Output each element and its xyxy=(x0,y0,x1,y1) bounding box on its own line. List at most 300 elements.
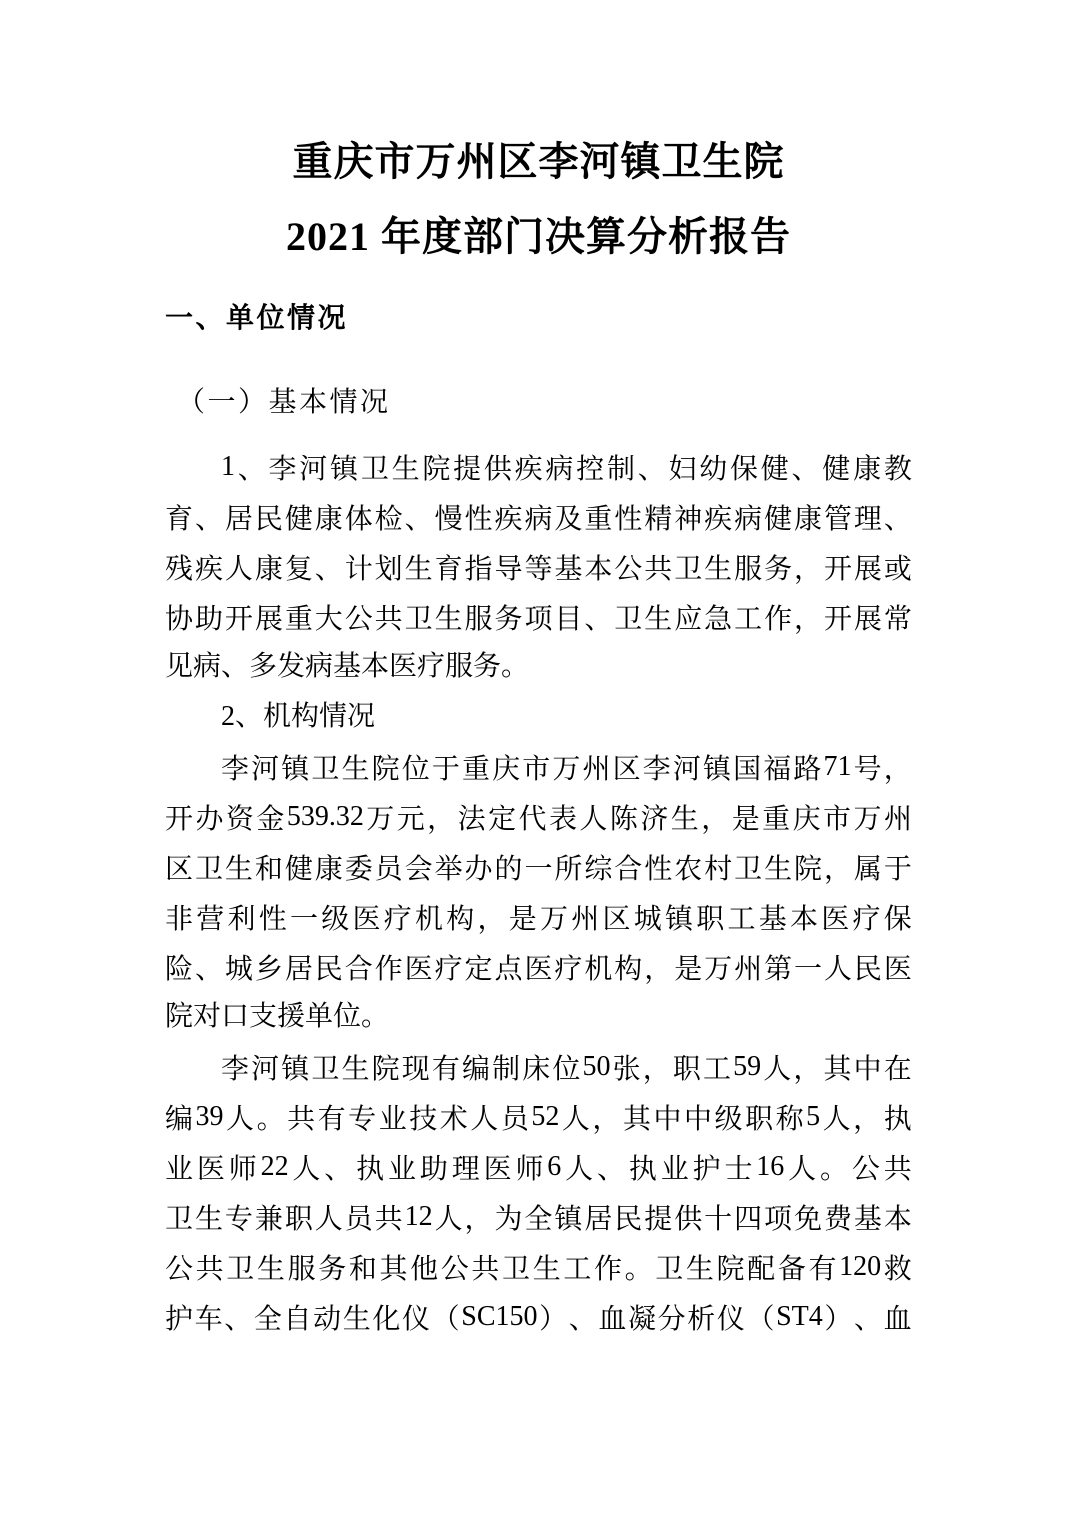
text-token: 会 xyxy=(404,854,433,885)
text-token: 院 xyxy=(371,754,400,785)
text-token: 金 xyxy=(256,804,285,835)
text-token: 人 xyxy=(763,1054,792,1085)
text-token: 利 xyxy=(227,904,256,935)
text-token: 合 xyxy=(344,954,373,985)
text-token: 城 xyxy=(633,904,662,935)
text-token: 理 xyxy=(451,1154,480,1185)
text-token: 康 xyxy=(254,554,283,585)
text-token: 李 xyxy=(221,1054,250,1085)
text-token: ， xyxy=(464,1204,493,1235)
paragraph-line xyxy=(165,742,912,792)
text-token: 康 xyxy=(314,854,343,885)
text-token: 国 xyxy=(733,754,762,785)
text-token: ， xyxy=(477,904,506,935)
text-token: 点 xyxy=(494,954,523,985)
text-token: 健 xyxy=(822,454,851,485)
text-token: 全 xyxy=(253,1304,282,1335)
text-token: 农 xyxy=(674,854,703,885)
text-token: 属 xyxy=(853,854,882,885)
text-token: 医 xyxy=(483,1154,512,1185)
paragraph-line xyxy=(165,592,912,642)
text-token: 业 xyxy=(660,1154,689,1185)
text-token: 术 xyxy=(439,1104,468,1135)
text-token: 居 xyxy=(284,954,313,985)
text-token: 人 xyxy=(226,1104,255,1135)
text-token: 22 xyxy=(260,1151,289,1182)
text-token: 生 xyxy=(434,604,463,635)
text-token: 16 xyxy=(756,1151,785,1182)
text-token: 生 xyxy=(391,454,420,485)
text-token: 人 xyxy=(579,804,608,835)
text-token: 级 xyxy=(321,904,350,935)
text-token: 民 xyxy=(853,954,882,985)
text-token: 务 xyxy=(494,604,523,635)
text-token: 健 xyxy=(284,854,313,885)
text-token: 、 xyxy=(883,504,912,535)
text-token: 精 xyxy=(644,504,673,535)
text-token: 12 xyxy=(404,1201,433,1232)
subsection-heading-basic-info xyxy=(165,378,912,428)
text-token: 人 xyxy=(823,954,852,985)
text-token: 120 xyxy=(839,1251,882,1282)
text-token: 公 xyxy=(165,1254,194,1285)
text-token: 控 xyxy=(576,454,605,485)
text-token: 中 xyxy=(684,1104,713,1135)
text-token: 展 xyxy=(853,554,882,585)
paragraph-line xyxy=(165,1292,912,1342)
text-token: 民 xyxy=(314,954,343,985)
text-token: 血 xyxy=(883,1304,912,1335)
text-token: 大 xyxy=(314,604,343,635)
text-token: 共 xyxy=(471,1254,500,1285)
text-token: 基 xyxy=(554,554,583,585)
text-token: 共 xyxy=(287,1104,316,1135)
text-token: 李 xyxy=(268,454,297,485)
text-token: 共 xyxy=(195,1254,224,1285)
text-token: 所 xyxy=(554,854,583,885)
text-token: 李 xyxy=(642,754,671,785)
text-token: 慢 xyxy=(434,504,463,535)
text-token: 生 xyxy=(342,1304,371,1335)
text-token: 陈 xyxy=(609,804,638,835)
text-token: 医 xyxy=(352,904,381,935)
text-token: ， xyxy=(427,804,456,835)
text-token: 卫 xyxy=(311,754,340,785)
text-token: 教 xyxy=(883,454,912,485)
text-token: 生 xyxy=(685,1254,714,1285)
text-token: 构 xyxy=(614,954,643,985)
text-token: 提 xyxy=(453,454,482,485)
text-token: 提 xyxy=(644,1204,673,1235)
text-token: （ xyxy=(431,1304,460,1335)
text-token: 务 xyxy=(764,554,793,585)
text-token: 市 xyxy=(823,804,852,835)
text-token: 医 xyxy=(821,904,850,935)
text-token: 构 xyxy=(446,904,475,935)
text-token: 表 xyxy=(548,804,577,835)
paragraph-line xyxy=(165,942,912,992)
text-token: 生 xyxy=(644,604,673,635)
text-token: SC150 xyxy=(461,1301,538,1332)
text-token: 万 xyxy=(853,804,882,835)
paragraph-line xyxy=(165,892,912,942)
text-token: 卫 xyxy=(311,1054,340,1085)
text-token: 医 xyxy=(883,954,912,985)
text-token: ） xyxy=(824,1304,853,1335)
text-token: ， xyxy=(823,854,852,885)
paragraph-line: 2、机构情况 xyxy=(221,701,376,732)
text-token: 项 xyxy=(524,604,553,635)
text-token: 展 xyxy=(853,604,882,635)
text-token: 险 xyxy=(165,954,194,985)
text-token: 为 xyxy=(494,1204,523,1235)
text-token: 于 xyxy=(883,854,912,885)
text-token: 卫 xyxy=(674,554,703,585)
text-token: 卫 xyxy=(404,604,433,635)
text-token: ， xyxy=(794,554,823,585)
text-token: 合 xyxy=(614,854,643,885)
text-token: 体 xyxy=(344,504,373,535)
paragraph-line xyxy=(165,1092,912,1142)
text-token: 市 xyxy=(522,754,551,785)
text-token: 疾 xyxy=(494,504,523,535)
text-token: 幼 xyxy=(699,454,728,485)
text-token: 办 xyxy=(464,854,493,885)
text-token: 在 xyxy=(883,1054,912,1085)
text-token: 执 xyxy=(628,1154,657,1185)
text-token: 性 xyxy=(258,904,287,935)
text-token: 医 xyxy=(404,954,433,985)
text-token: 服 xyxy=(287,1254,316,1285)
text-token: 疗 xyxy=(434,954,463,985)
text-token: 称 xyxy=(775,1104,804,1135)
text-token: 自 xyxy=(283,1304,312,1335)
text-token: ， xyxy=(794,604,823,635)
text-token: 健 xyxy=(764,504,793,535)
text-token: 镇 xyxy=(665,904,694,935)
text-token: 人 xyxy=(314,1204,343,1235)
text-token: 生 xyxy=(532,1254,561,1285)
text-token: 兼 xyxy=(254,1204,283,1235)
text-token: 制 xyxy=(606,454,635,485)
text-token: 工 xyxy=(563,1254,592,1285)
text-token: 定 xyxy=(464,954,493,985)
text-token: 生 xyxy=(404,554,433,585)
text-token: 河 xyxy=(251,754,280,785)
text-token: 是 xyxy=(674,954,703,985)
text-token: 庆 xyxy=(792,804,821,835)
text-token: 镇 xyxy=(281,1054,310,1085)
text-token: 卫 xyxy=(614,604,643,635)
text-token: 539.32 xyxy=(286,801,364,832)
text-token: 居 xyxy=(224,504,253,535)
text-token: 作 xyxy=(593,1254,622,1285)
text-token: 生 xyxy=(341,1054,370,1085)
text-token: 综 xyxy=(584,854,613,885)
text-token: 、 xyxy=(584,604,613,635)
text-token: 人 xyxy=(561,1104,590,1135)
text-token: 。 xyxy=(820,1154,849,1185)
text-token: 其 xyxy=(823,1054,852,1085)
text-token: 师 xyxy=(515,1154,544,1185)
text-token: 疗 xyxy=(554,954,583,985)
text-token: 民 xyxy=(254,504,283,535)
text-token: 员 xyxy=(374,854,403,885)
text-token: 性 xyxy=(644,854,673,885)
text-token: 非 xyxy=(165,904,194,935)
text-token: 路 xyxy=(793,754,822,785)
section-heading-unit-info xyxy=(165,293,912,343)
text-token: 福 xyxy=(763,754,792,785)
text-token: 检 xyxy=(374,504,403,535)
text-token: 举 xyxy=(434,854,463,885)
text-token: 生 xyxy=(341,754,370,785)
text-token: 重 xyxy=(584,504,613,535)
text-token: 病 xyxy=(545,454,574,485)
text-token: 、 xyxy=(404,504,433,535)
text-token: 常 xyxy=(883,604,912,635)
text-token: 执 xyxy=(356,1154,385,1185)
text-token: 中 xyxy=(853,1054,882,1085)
text-token: 四 xyxy=(734,1204,763,1235)
text-token: 区 xyxy=(165,854,194,885)
text-token: 52 xyxy=(531,1101,560,1132)
text-token: 、 xyxy=(194,954,223,985)
text-token: 人 xyxy=(434,1204,463,1235)
text-token: 展 xyxy=(254,604,283,635)
text-token: 元 xyxy=(396,804,425,835)
text-token: 病 xyxy=(524,504,553,535)
text-token: 助 xyxy=(194,604,223,635)
text-token: 疗 xyxy=(383,904,412,935)
text-token: 残 xyxy=(165,554,194,585)
text-token: 理 xyxy=(853,504,882,535)
paragraph-line xyxy=(165,1192,912,1242)
text-token: ， xyxy=(701,804,730,835)
text-token: 技 xyxy=(409,1104,438,1135)
document-title-line-1: 重庆市万州区李河镇卫生院 xyxy=(292,139,785,184)
text-token: 计 xyxy=(344,554,373,585)
text-token: 其 xyxy=(379,1254,408,1285)
text-token: 育 xyxy=(165,504,194,535)
text-token: 疾 xyxy=(194,554,223,585)
text-token: 生 xyxy=(670,804,699,835)
text-token: 疗 xyxy=(852,904,881,935)
text-token: 业 xyxy=(378,1104,407,1135)
text-token: 的 xyxy=(494,854,523,885)
text-token: 费 xyxy=(823,1204,852,1235)
paragraph-org-heading xyxy=(165,692,912,742)
text-token: 导 xyxy=(494,554,523,585)
text-token: 全 xyxy=(524,1204,553,1235)
text-token: 机 xyxy=(415,904,444,935)
text-token: 位 xyxy=(401,754,430,785)
heading-line: 一、单位情况 xyxy=(165,302,349,333)
text-token: 供 xyxy=(674,1204,703,1235)
text-token: 配 xyxy=(747,1254,776,1285)
text-token: 本 xyxy=(883,1204,912,1235)
text-token: 人 xyxy=(788,1154,817,1185)
text-token: 办 xyxy=(195,804,224,835)
text-token: 公 xyxy=(440,1254,469,1285)
text-token: 或 xyxy=(883,554,912,585)
text-token: 及 xyxy=(554,504,583,535)
text-token: 执 xyxy=(883,1104,912,1135)
text-token: 共 xyxy=(644,554,673,585)
text-token: 院 xyxy=(371,1054,400,1085)
text-token: 人 xyxy=(565,1154,594,1185)
text-token: 镇 xyxy=(330,454,359,485)
text-token: 性 xyxy=(614,504,643,535)
text-token: 供 xyxy=(483,454,512,485)
text-token: 基 xyxy=(758,904,787,935)
text-token: 卫 xyxy=(194,854,223,885)
text-token: 于 xyxy=(431,754,460,785)
text-token: 保 xyxy=(883,904,912,935)
text-token: ） xyxy=(539,1304,568,1335)
text-token: 卫 xyxy=(360,454,389,485)
text-token: 育 xyxy=(434,554,463,585)
text-token: 康 xyxy=(794,504,823,535)
text-token: 病 xyxy=(734,504,763,535)
text-token: 开 xyxy=(823,554,852,585)
text-token: 重 xyxy=(762,804,791,835)
text-token: 一 xyxy=(524,854,553,885)
text-token: 村 xyxy=(704,854,733,885)
text-token: 士 xyxy=(724,1154,753,1185)
paragraph-line xyxy=(165,1042,912,1092)
text-token: 张 xyxy=(612,1054,641,1085)
text-token: 、 xyxy=(314,554,343,585)
text-token: 李 xyxy=(221,754,250,785)
text-token: ， xyxy=(644,954,673,985)
paragraph-line xyxy=(165,442,912,492)
text-token: 析 xyxy=(687,1304,716,1335)
text-token: 仪 xyxy=(402,1304,431,1335)
text-token: 卫 xyxy=(655,1254,684,1285)
text-token: 公 xyxy=(344,604,373,635)
text-token: 救 xyxy=(883,1254,912,1285)
text-token: 仪 xyxy=(716,1304,745,1335)
text-token: 代 xyxy=(518,804,547,835)
paragraph-line xyxy=(165,492,912,542)
text-token: 区 xyxy=(612,754,641,785)
paragraph-line: 见病、多发病基本医疗服务。 xyxy=(165,651,530,682)
text-token: 河 xyxy=(299,454,328,485)
text-token: 务 xyxy=(318,1254,347,1285)
text-token: 公 xyxy=(614,554,643,585)
text-token: 、 xyxy=(237,454,266,485)
text-token: 区 xyxy=(602,904,631,935)
text-token: 50 xyxy=(582,1051,611,1082)
text-token: 、 xyxy=(324,1154,353,1185)
text-token: 1 xyxy=(221,451,235,482)
text-token: 生 xyxy=(256,1254,285,1285)
text-token: 凝 xyxy=(627,1304,656,1335)
text-token: 共 xyxy=(374,1204,403,1235)
text-token: 、 xyxy=(854,1304,883,1335)
text-token: 、 xyxy=(568,1304,597,1335)
document-body xyxy=(165,293,912,1342)
text-token: 指 xyxy=(464,554,493,585)
text-token: 疾 xyxy=(704,504,733,535)
text-token: 作 xyxy=(374,954,403,985)
text-token: 一 xyxy=(290,904,319,935)
text-token: 定 xyxy=(488,804,517,835)
text-token: 州 xyxy=(883,804,912,835)
text-token: 业 xyxy=(165,1154,194,1185)
text-token: 生 xyxy=(704,554,733,585)
text-token: 管 xyxy=(823,504,852,535)
text-token: 71 xyxy=(823,751,852,782)
text-token: 有 xyxy=(808,1254,837,1285)
text-token: 保 xyxy=(730,454,759,485)
text-token: 员 xyxy=(500,1104,529,1135)
text-token: 资 xyxy=(225,804,254,835)
text-token: ST4 xyxy=(776,1301,823,1332)
text-token: 妇 xyxy=(668,454,697,485)
text-token: 血 xyxy=(598,1304,627,1335)
text-token: 万 xyxy=(366,804,395,835)
text-token: 营 xyxy=(196,904,225,935)
text-token: ， xyxy=(642,1054,671,1085)
document-title xyxy=(165,124,912,274)
text-token: 重 xyxy=(284,604,313,635)
text-token: 等 xyxy=(524,554,553,585)
text-token: 有 xyxy=(431,1054,460,1085)
heading-line: （一）基本情况 xyxy=(177,387,391,418)
text-token: 州 xyxy=(734,954,763,985)
text-token: 健 xyxy=(284,504,313,535)
paragraph-line xyxy=(165,542,912,592)
text-token: 护 xyxy=(692,1154,721,1185)
text-token: 十 xyxy=(704,1204,733,1235)
text-token: 人 xyxy=(470,1104,499,1135)
text-token: 机 xyxy=(584,954,613,985)
text-token: 健 xyxy=(760,454,789,485)
text-token: 开 xyxy=(165,804,194,835)
text-token: 39 xyxy=(195,1101,224,1132)
text-token: 万 xyxy=(704,954,733,985)
text-token: 重 xyxy=(462,754,491,785)
text-token: 城 xyxy=(224,954,253,985)
text-token: 职 xyxy=(672,1054,701,1085)
text-token: 协 xyxy=(165,604,194,635)
text-token: 人 xyxy=(224,554,253,585)
text-token: 康 xyxy=(314,504,343,535)
text-token: 神 xyxy=(674,504,703,535)
text-token: 人 xyxy=(822,1104,851,1135)
text-token: ， xyxy=(793,1054,822,1085)
text-token: 动 xyxy=(313,1304,342,1335)
text-token: 划 xyxy=(374,554,403,585)
text-token: 和 xyxy=(254,854,283,885)
document-title-line-2: 2021 年度部门决算分析报告 xyxy=(286,214,791,259)
text-token: 院 xyxy=(422,454,451,485)
text-token: 化 xyxy=(372,1304,401,1335)
text-token: 性 xyxy=(464,504,493,535)
text-token: 民 xyxy=(614,1204,643,1235)
text-token: 州 xyxy=(582,754,611,785)
text-token: 庆 xyxy=(492,754,521,785)
text-token: 疾 xyxy=(514,454,543,485)
text-token: 职 xyxy=(745,1104,774,1135)
text-token: 服 xyxy=(464,604,493,635)
text-token: 应 xyxy=(674,604,703,635)
text-token: 基 xyxy=(853,1204,882,1235)
text-token: 河 xyxy=(251,1054,280,1085)
text-token: 卫 xyxy=(226,1254,255,1285)
